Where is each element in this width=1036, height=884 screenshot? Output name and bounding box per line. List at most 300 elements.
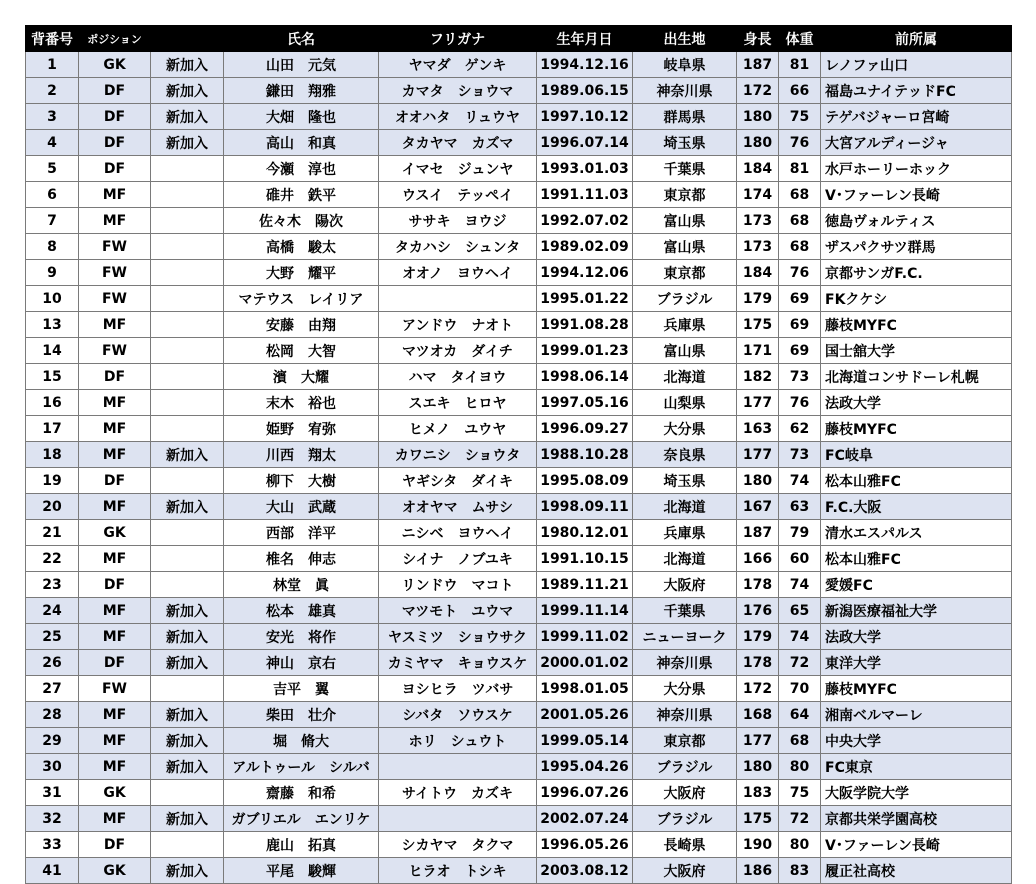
- cell-position: DF: [79, 650, 151, 676]
- cell-height: 179: [737, 286, 779, 312]
- cell-height: 186: [737, 858, 779, 884]
- table-row: [26, 260, 1012, 286]
- cell-birthplace: 富山県: [633, 208, 737, 234]
- cell-weight: 69: [779, 338, 821, 364]
- cell-status: [151, 546, 224, 572]
- cell-birthplace: 埼玉県: [633, 468, 737, 494]
- cell-number: 20: [26, 494, 79, 520]
- cell-height: 187: [737, 520, 779, 546]
- cell-height: 176: [737, 598, 779, 624]
- cell-dob: 1994.12.16: [537, 52, 633, 78]
- cell-number: 7: [26, 208, 79, 234]
- cell-status: 新加入: [151, 52, 224, 78]
- cell-kana: [379, 754, 537, 780]
- cell-dob: 1996.05.26: [537, 832, 633, 858]
- cell-number: 16: [26, 390, 79, 416]
- cell-status: [151, 390, 224, 416]
- cell-height: 171: [737, 338, 779, 364]
- cell-previous-club: 水戸ホーリーホック: [821, 156, 1012, 182]
- cell-weight: 80: [779, 754, 821, 780]
- cell-kana: カミヤマ キョウスケ: [379, 650, 537, 676]
- cell-status: [151, 676, 224, 702]
- cell-kana: ヤマダ ゲンキ: [379, 52, 537, 78]
- cell-name: 高山 和真: [224, 130, 379, 156]
- cell-height: 178: [737, 572, 779, 598]
- cell-position: GK: [79, 52, 151, 78]
- table-row: [26, 780, 1012, 806]
- cell-height: 173: [737, 208, 779, 234]
- cell-weight: 68: [779, 234, 821, 260]
- cell-previous-club: 湘南ベルマーレ: [821, 702, 1012, 728]
- cell-number: 32: [26, 806, 79, 832]
- cell-weight: 62: [779, 416, 821, 442]
- cell-dob: 1991.08.28: [537, 312, 633, 338]
- cell-height: 172: [737, 676, 779, 702]
- cell-number: 21: [26, 520, 79, 546]
- cell-dob: 1989.02.09: [537, 234, 633, 260]
- cell-name: 姫野 宥弥: [224, 416, 379, 442]
- table-row: [26, 572, 1012, 598]
- cell-position: MF: [79, 546, 151, 572]
- cell-birthplace: 東京都: [633, 182, 737, 208]
- cell-status: [151, 468, 224, 494]
- header-row: [26, 26, 1012, 52]
- cell-kana: サイトウ カズキ: [379, 780, 537, 806]
- cell-status: 新加入: [151, 728, 224, 754]
- cell-name: 安藤 由翔: [224, 312, 379, 338]
- cell-height: 179: [737, 624, 779, 650]
- cell-previous-club: 京都共栄学園高校: [821, 806, 1012, 832]
- cell-position: FW: [79, 338, 151, 364]
- cell-previous-club: 愛媛FC: [821, 572, 1012, 598]
- cell-previous-club: 徳島ヴォルティス: [821, 208, 1012, 234]
- cell-weight: 76: [779, 390, 821, 416]
- cell-name: 鹿山 拓真: [224, 832, 379, 858]
- cell-position: FW: [79, 676, 151, 702]
- cell-position: MF: [79, 312, 151, 338]
- cell-weight: 75: [779, 104, 821, 130]
- cell-weight: 66: [779, 78, 821, 104]
- cell-previous-club: FC東京: [821, 754, 1012, 780]
- cell-height: 180: [737, 130, 779, 156]
- cell-name: 大山 武蔵: [224, 494, 379, 520]
- cell-name: 山田 元気: [224, 52, 379, 78]
- cell-number: 13: [26, 312, 79, 338]
- cell-weight: 76: [779, 260, 821, 286]
- cell-height: 177: [737, 442, 779, 468]
- cell-status: [151, 286, 224, 312]
- table-row: [26, 624, 1012, 650]
- cell-number: 1: [26, 52, 79, 78]
- cell-height: 168: [737, 702, 779, 728]
- cell-position: DF: [79, 104, 151, 130]
- cell-kana: ヒラオ トシキ: [379, 858, 537, 884]
- cell-weight: 72: [779, 650, 821, 676]
- header-dob: 生年月日: [537, 26, 633, 52]
- cell-birthplace: 埼玉県: [633, 130, 737, 156]
- cell-number: 17: [26, 416, 79, 442]
- cell-previous-club: 東洋大学: [821, 650, 1012, 676]
- cell-dob: 1996.07.14: [537, 130, 633, 156]
- cell-birthplace: 大分県: [633, 676, 737, 702]
- cell-birthplace: 千葉県: [633, 598, 737, 624]
- cell-name: 林堂 眞: [224, 572, 379, 598]
- cell-birthplace: 北海道: [633, 494, 737, 520]
- cell-position: DF: [79, 468, 151, 494]
- cell-dob: 1998.06.14: [537, 364, 633, 390]
- cell-name: 大野 耀平: [224, 260, 379, 286]
- cell-birthplace: 大阪府: [633, 858, 737, 884]
- cell-number: 30: [26, 754, 79, 780]
- table-row: [26, 156, 1012, 182]
- cell-birthplace: 岐阜県: [633, 52, 737, 78]
- cell-position: MF: [79, 182, 151, 208]
- cell-kana: オオハタ リュウヤ: [379, 104, 537, 130]
- cell-dob: 1998.01.05: [537, 676, 633, 702]
- cell-previous-club: 松本山雅FC: [821, 546, 1012, 572]
- cell-dob: 1999.11.02: [537, 624, 633, 650]
- cell-dob: 1994.12.06: [537, 260, 633, 286]
- cell-status: [151, 182, 224, 208]
- header-weight: 体重: [779, 26, 821, 52]
- cell-height: 180: [737, 468, 779, 494]
- cell-birthplace: 奈良県: [633, 442, 737, 468]
- cell-previous-club: 国士舘大学: [821, 338, 1012, 364]
- cell-weight: 76: [779, 130, 821, 156]
- cell-name: 碓井 鉄平: [224, 182, 379, 208]
- cell-kana: アンドウ ナオト: [379, 312, 537, 338]
- cell-previous-club: 履正社高校: [821, 858, 1012, 884]
- cell-position: FW: [79, 234, 151, 260]
- cell-position: MF: [79, 806, 151, 832]
- cell-previous-club: 清水エスパルス: [821, 520, 1012, 546]
- cell-dob: 2001.05.26: [537, 702, 633, 728]
- table-row: [26, 390, 1012, 416]
- table-row: [26, 494, 1012, 520]
- cell-position: MF: [79, 754, 151, 780]
- cell-status: [151, 780, 224, 806]
- cell-birthplace: 大分県: [633, 416, 737, 442]
- cell-kana: オオノ ヨウヘイ: [379, 260, 537, 286]
- cell-weight: 63: [779, 494, 821, 520]
- cell-name: 平尾 駿輝: [224, 858, 379, 884]
- cell-number: 2: [26, 78, 79, 104]
- table-row: [26, 312, 1012, 338]
- cell-weight: 80: [779, 832, 821, 858]
- cell-name: 神山 京右: [224, 650, 379, 676]
- cell-number: 23: [26, 572, 79, 598]
- cell-number: 22: [26, 546, 79, 572]
- cell-number: 18: [26, 442, 79, 468]
- table-row: [26, 364, 1012, 390]
- cell-name: ガブリエル エンリケ: [224, 806, 379, 832]
- cell-status: 新加入: [151, 442, 224, 468]
- cell-position: MF: [79, 598, 151, 624]
- cell-dob: 1995.08.09: [537, 468, 633, 494]
- cell-kana: ヨシヒラ ツバサ: [379, 676, 537, 702]
- cell-weight: 68: [779, 208, 821, 234]
- cell-birthplace: 富山県: [633, 234, 737, 260]
- cell-position: MF: [79, 624, 151, 650]
- cell-number: 26: [26, 650, 79, 676]
- cell-birthplace: 兵庫県: [633, 520, 737, 546]
- cell-dob: 1996.09.27: [537, 416, 633, 442]
- cell-status: 新加入: [151, 624, 224, 650]
- cell-status: [151, 572, 224, 598]
- header-birthplace: 出生地: [633, 26, 737, 52]
- cell-status: 新加入: [151, 598, 224, 624]
- cell-previous-club: 法政大学: [821, 624, 1012, 650]
- header-position: ポジション: [79, 26, 151, 52]
- cell-height: 175: [737, 312, 779, 338]
- cell-kana: [379, 806, 537, 832]
- cell-status: [151, 260, 224, 286]
- cell-height: 174: [737, 182, 779, 208]
- cell-dob: 2002.07.24: [537, 806, 633, 832]
- table-row: [26, 858, 1012, 884]
- cell-height: 182: [737, 364, 779, 390]
- cell-previous-club: 大宮アルディージャ: [821, 130, 1012, 156]
- cell-height: 184: [737, 260, 779, 286]
- cell-position: FW: [79, 260, 151, 286]
- cell-status: [151, 832, 224, 858]
- cell-name: 鎌田 翔雅: [224, 78, 379, 104]
- cell-birthplace: 東京都: [633, 260, 737, 286]
- cell-dob: 1997.10.12: [537, 104, 633, 130]
- header-kana: フリガナ: [379, 26, 537, 52]
- cell-name: 柴田 壮介: [224, 702, 379, 728]
- cell-position: MF: [79, 702, 151, 728]
- table-row: [26, 130, 1012, 156]
- cell-birthplace: 兵庫県: [633, 312, 737, 338]
- cell-height: 183: [737, 780, 779, 806]
- cell-kana: シカヤマ タクマ: [379, 832, 537, 858]
- cell-weight: 83: [779, 858, 821, 884]
- cell-status: [151, 364, 224, 390]
- header-previous-club: 前所属: [821, 26, 1012, 52]
- cell-number: 9: [26, 260, 79, 286]
- cell-weight: 75: [779, 780, 821, 806]
- cell-dob: 1996.07.26: [537, 780, 633, 806]
- cell-weight: 74: [779, 572, 821, 598]
- cell-number: 5: [26, 156, 79, 182]
- cell-kana: スエキ ヒロヤ: [379, 390, 537, 416]
- cell-position: MF: [79, 494, 151, 520]
- cell-name: 柳下 大樹: [224, 468, 379, 494]
- cell-weight: 70: [779, 676, 821, 702]
- cell-name: マテウス レイリア: [224, 286, 379, 312]
- cell-status: 新加入: [151, 78, 224, 104]
- cell-height: 177: [737, 728, 779, 754]
- cell-number: 33: [26, 832, 79, 858]
- cell-name: 末木 裕也: [224, 390, 379, 416]
- cell-status: [151, 234, 224, 260]
- cell-previous-club: 福島ユナイテッドFC: [821, 78, 1012, 104]
- cell-dob: 1989.06.15: [537, 78, 633, 104]
- cell-dob: 2000.01.02: [537, 650, 633, 676]
- cell-status: 新加入: [151, 104, 224, 130]
- cell-kana: カワニシ ショウタ: [379, 442, 537, 468]
- cell-status: [151, 520, 224, 546]
- cell-dob: 1995.04.26: [537, 754, 633, 780]
- cell-kana: マツモト ユウマ: [379, 598, 537, 624]
- cell-status: 新加入: [151, 650, 224, 676]
- cell-height: 177: [737, 390, 779, 416]
- cell-height: 173: [737, 234, 779, 260]
- cell-height: 167: [737, 494, 779, 520]
- cell-position: GK: [79, 858, 151, 884]
- cell-status: 新加入: [151, 754, 224, 780]
- cell-position: GK: [79, 520, 151, 546]
- cell-previous-club: ザスパクサツ群馬: [821, 234, 1012, 260]
- cell-kana: ヒメノ ユウヤ: [379, 416, 537, 442]
- cell-previous-club: FC岐阜: [821, 442, 1012, 468]
- cell-number: 27: [26, 676, 79, 702]
- cell-height: 180: [737, 104, 779, 130]
- cell-number: 10: [26, 286, 79, 312]
- cell-status: [151, 208, 224, 234]
- cell-height: 184: [737, 156, 779, 182]
- cell-kana: ササキ ヨウジ: [379, 208, 537, 234]
- cell-kana: オオヤマ ムサシ: [379, 494, 537, 520]
- table-row: [26, 286, 1012, 312]
- table-row: [26, 546, 1012, 572]
- cell-position: DF: [79, 130, 151, 156]
- cell-dob: 1997.05.16: [537, 390, 633, 416]
- cell-name: 椎名 伸志: [224, 546, 379, 572]
- cell-birthplace: 神奈川県: [633, 78, 737, 104]
- cell-weight: 60: [779, 546, 821, 572]
- cell-status: [151, 338, 224, 364]
- cell-dob: 1998.09.11: [537, 494, 633, 520]
- table-row: [26, 78, 1012, 104]
- table-row: [26, 754, 1012, 780]
- cell-number: 25: [26, 624, 79, 650]
- cell-birthplace: 北海道: [633, 546, 737, 572]
- cell-name: 濱 大耀: [224, 364, 379, 390]
- cell-dob: 1991.10.15: [537, 546, 633, 572]
- cell-weight: 73: [779, 364, 821, 390]
- header-name: 氏名: [224, 26, 379, 52]
- cell-height: 180: [737, 754, 779, 780]
- cell-number: 3: [26, 104, 79, 130]
- cell-name: 松本 雄真: [224, 598, 379, 624]
- cell-weight: 74: [779, 468, 821, 494]
- cell-weight: 74: [779, 624, 821, 650]
- cell-previous-club: 新潟医療福祉大学: [821, 598, 1012, 624]
- cell-position: DF: [79, 832, 151, 858]
- cell-name: 西部 洋平: [224, 520, 379, 546]
- header-number: 背番号: [26, 26, 79, 52]
- header-status: [151, 26, 224, 52]
- cell-height: 163: [737, 416, 779, 442]
- cell-position: MF: [79, 442, 151, 468]
- cell-kana: リンドウ マコト: [379, 572, 537, 598]
- cell-weight: 68: [779, 182, 821, 208]
- cell-dob: 1991.11.03: [537, 182, 633, 208]
- cell-birthplace: 群馬県: [633, 104, 737, 130]
- cell-number: 24: [26, 598, 79, 624]
- cell-dob: 1999.11.14: [537, 598, 633, 624]
- cell-position: MF: [79, 728, 151, 754]
- cell-status: [151, 156, 224, 182]
- cell-previous-club: 中央大学: [821, 728, 1012, 754]
- cell-weight: 73: [779, 442, 821, 468]
- cell-birthplace: 大阪府: [633, 572, 737, 598]
- roster-table: [25, 25, 1012, 884]
- cell-name: 堀 脩大: [224, 728, 379, 754]
- table-row: [26, 442, 1012, 468]
- cell-number: 31: [26, 780, 79, 806]
- cell-status: 新加入: [151, 702, 224, 728]
- cell-birthplace: 東京都: [633, 728, 737, 754]
- cell-name: 今瀬 淳也: [224, 156, 379, 182]
- cell-kana: ウスイ テッペイ: [379, 182, 537, 208]
- cell-weight: 68: [779, 728, 821, 754]
- cell-previous-club: 藤枝MYFC: [821, 416, 1012, 442]
- cell-name: 佐々木 陽次: [224, 208, 379, 234]
- cell-birthplace: 長崎県: [633, 832, 737, 858]
- cell-kana: カマタ ショウマ: [379, 78, 537, 104]
- cell-position: DF: [79, 572, 151, 598]
- cell-previous-club: テゲバジャーロ宮崎: [821, 104, 1012, 130]
- cell-birthplace: 神奈川県: [633, 650, 737, 676]
- cell-kana: タカハシ シュンタ: [379, 234, 537, 260]
- cell-height: 190: [737, 832, 779, 858]
- cell-name: 齋藤 和希: [224, 780, 379, 806]
- cell-height: 166: [737, 546, 779, 572]
- cell-position: DF: [79, 156, 151, 182]
- cell-height: 172: [737, 78, 779, 104]
- cell-weight: 79: [779, 520, 821, 546]
- cell-kana: [379, 286, 537, 312]
- table-row: [26, 598, 1012, 624]
- cell-birthplace: 北海道: [633, 364, 737, 390]
- cell-kana: ホリ シュウト: [379, 728, 537, 754]
- cell-status: 新加入: [151, 806, 224, 832]
- cell-kana: ヤギシタ ダイキ: [379, 468, 537, 494]
- table-row: [26, 650, 1012, 676]
- cell-previous-club: レノファ山口: [821, 52, 1012, 78]
- cell-dob: 1999.01.23: [537, 338, 633, 364]
- cell-number: 8: [26, 234, 79, 260]
- cell-previous-club: 京都サンガF.C.: [821, 260, 1012, 286]
- cell-position: DF: [79, 364, 151, 390]
- cell-kana: シバタ ソウスケ: [379, 702, 537, 728]
- cell-name: 吉平 翼: [224, 676, 379, 702]
- cell-birthplace: ブラジル: [633, 754, 737, 780]
- cell-dob: 1989.11.21: [537, 572, 633, 598]
- cell-kana: ニシベ ヨウヘイ: [379, 520, 537, 546]
- cell-kana: マツオカ ダイチ: [379, 338, 537, 364]
- cell-previous-club: 松本山雅FC: [821, 468, 1012, 494]
- header-height: 身長: [737, 26, 779, 52]
- cell-number: 41: [26, 858, 79, 884]
- cell-number: 14: [26, 338, 79, 364]
- cell-previous-club: 藤枝MYFC: [821, 676, 1012, 702]
- cell-birthplace: 大阪府: [633, 780, 737, 806]
- cell-position: MF: [79, 208, 151, 234]
- cell-dob: 1999.05.14: [537, 728, 633, 754]
- table-row: [26, 208, 1012, 234]
- cell-birthplace: 千葉県: [633, 156, 737, 182]
- cell-birthplace: ブラジル: [633, 806, 737, 832]
- cell-status: 新加入: [151, 494, 224, 520]
- cell-birthplace: ブラジル: [633, 286, 737, 312]
- cell-status: [151, 416, 224, 442]
- cell-previous-club: V･ファーレン長崎: [821, 182, 1012, 208]
- cell-dob: 2003.08.12: [537, 858, 633, 884]
